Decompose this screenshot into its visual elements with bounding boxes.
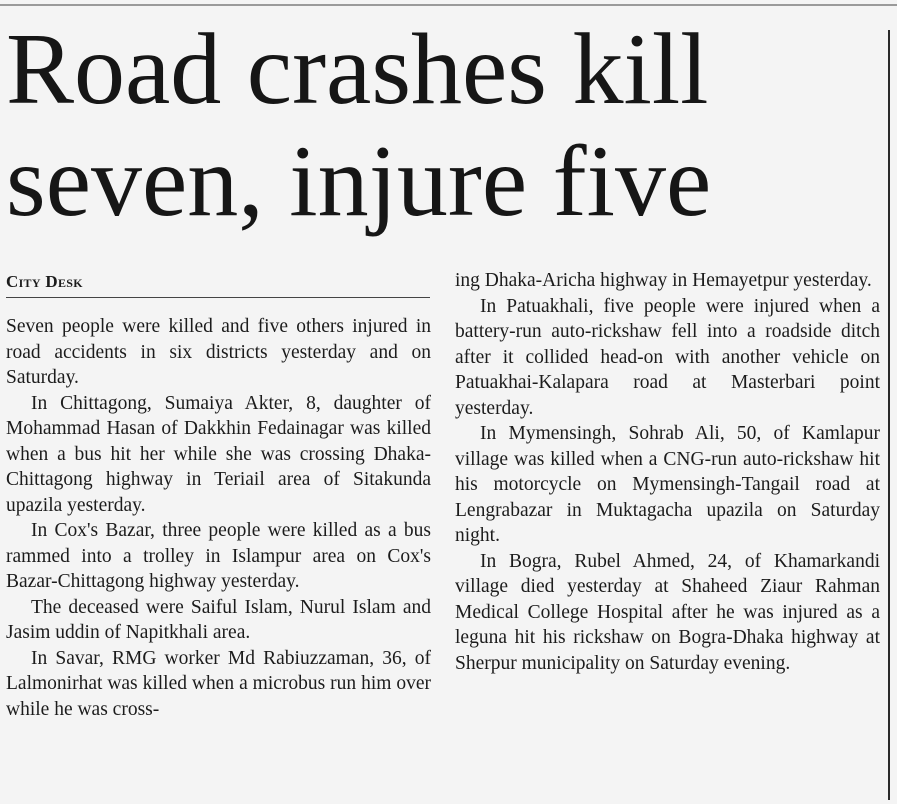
- byline-rule: [6, 297, 430, 298]
- right-column: [455, 268, 880, 676]
- top-rule: [0, 4, 897, 6]
- paragraph: ing Dhaka-Aricha highway in Hemayetpur yesterday.: [455, 270, 872, 291]
- paragraph: In Savar, RMG worker Md Rabiuzzaman, 36, of Lalmonirhat was killed when a microbus run him over while he was cross-: [6, 647, 431, 720]
- headline-line-1: Road crashes kill: [6, 13, 709, 126]
- paragraph: In Mymensingh, Sohrab Ali, 50, of Kamlapur village was killed when a CNG-run auto-rickshaw hit his motorcycle on Mymensingh-Tangail road at Lengrabazar in Muktagacha upazila on Saturday night.: [455, 423, 880, 546]
- paragraph: Seven people were killed and five others injured in road accidents in six districts yesterday and on Saturday.: [6, 316, 431, 388]
- headline-line-2: seven, injure five: [6, 125, 712, 238]
- paragraph: In Patuakhali, five people were injured when a battery-run auto-rickshaw fell into a roadside ditch after it collided head-on with another vehicle on Patuakhai-Kalapara road at Masterbari point yesterday.: [455, 295, 880, 419]
- left-column: [6, 314, 431, 722]
- byline: City Desk: [6, 272, 83, 291]
- paragraph: In Cox's Bazar, three people were killed as a bus rammed into a trolley in Islampur area on Cox's Bazar-Chittagong highway yesterday.: [6, 520, 431, 592]
- column-divider-rule: [888, 30, 890, 800]
- paragraph: In Chittagong, Sumaiya Akter, 8, daughter of Mohammad Hasan of Dakkhin Fedainagar was killed when a bus hit her while she was crossing Dhaka-Chittagong highway in Teriail area of Sitakunda upazila yesterday.: [6, 392, 431, 516]
- paragraph: In Bogra, Rubel Ahmed, 24, of Khamarkandi village died yesterday at Shaheed Ziaur Rahman Medical College Hospital after he was injured as a leguna hit his rickshaw on Bogra-Dhaka highway at Sherpur municipality on Saturday evening.: [455, 550, 880, 674]
- headline: [6, 14, 884, 238]
- paragraph: The deceased were Saiful Islam, Nurul Islam and Jasim uddin of Napitkhali area.: [6, 596, 431, 643]
